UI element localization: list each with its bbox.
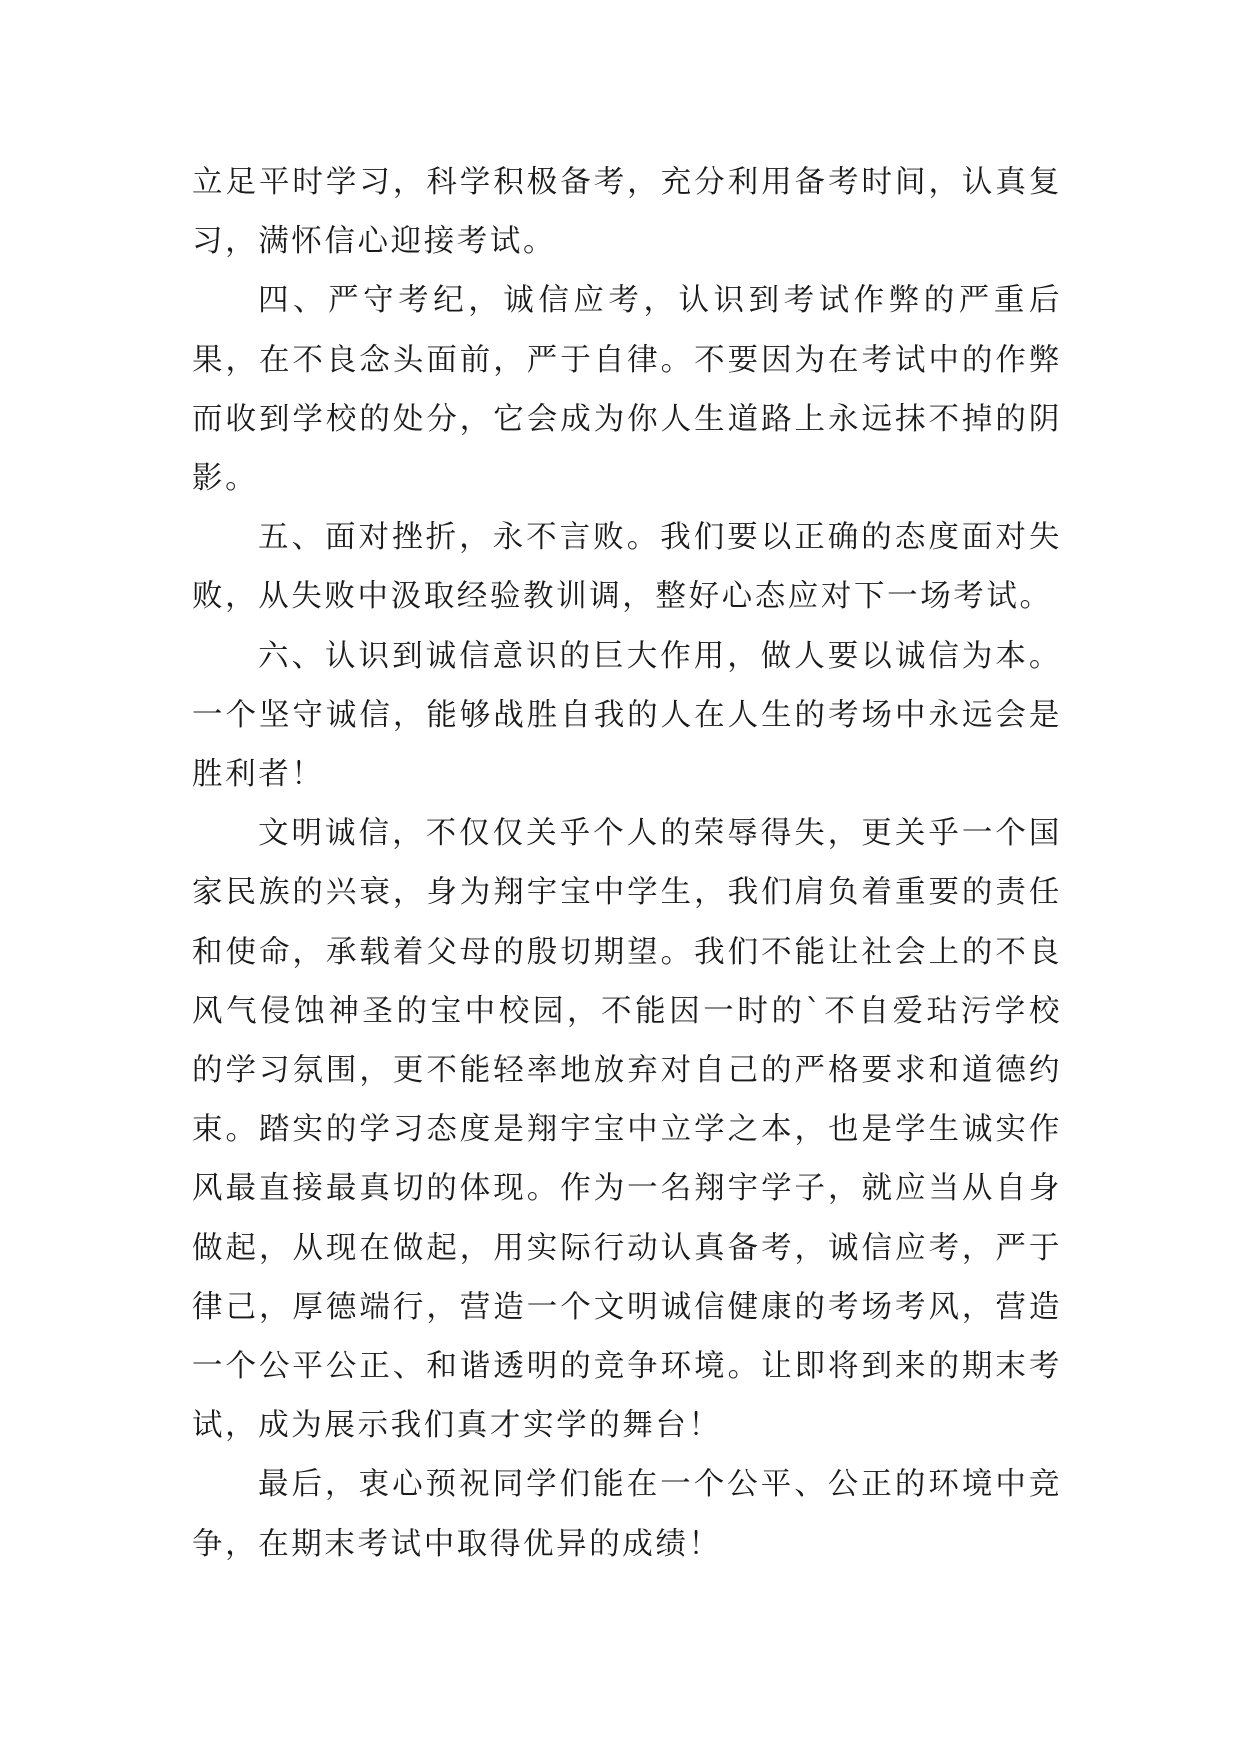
paragraph-3: 五、面对挫折，永不言败。我们要以正确的态度面对失败，从失败中汲取经验教训调，整好心态应对下一场考试。 bbox=[192, 520, 1062, 615]
paragraph-5: 文明诚信，不仅仅关乎个人的荣辱得失，更关乎一个国家民族的兴衰，身为翔宇宝中学生，我们肩负着重要的责任和使命，承载着父母的殷切期望。我们不能让社会上的不良风气侵蚀神圣的宝中校园，不能因一时的`不自爱玷污学校的学习氛围，更不能轻率地放弃对自己的严格要求和道德约束。踏实的学习态度是翔宇宝中立学之本，也是学生诚实作风最直接最真切的体现。作为一名翔宇学子，就应当从自身做起，从现在做起，用实际行动认真备考，诚信应考，严于律己，厚德端行，营造一个文明诚信健康的考场考风，营造一个公平公正、和谐透明的竞争环境。让即将到来的期末考试，成为展示我们真才实学的舞台！ bbox=[192, 816, 1062, 1444]
paragraph-1: 立足平时学习，科学积极备考，充分利用备考时间，认真复习，满怀信心迎接考试。 bbox=[192, 165, 1062, 260]
paragraph-6: 最后，衷心预祝同学们能在一个公平、公正的环境中竞争，在期末考试中取得优异的成绩！ bbox=[192, 1467, 1062, 1562]
paragraph-4: 六、认识到诚信意识的巨大作用，做人要以诚信为本。一个坚守诚信，能够战胜自我的人在人生的考场中永远会是胜利者！ bbox=[192, 638, 1062, 793]
paragraph-2: 四、严守考纪，诚信应考，认识到考试作弊的严重后果，在不良念头面前，严于自律。不要因为在考试中的作弊而收到学校的处分，它会成为你人生道路上永远抹不掉的阴影。 bbox=[192, 283, 1062, 497]
document-body bbox=[192, 153, 1062, 1574]
